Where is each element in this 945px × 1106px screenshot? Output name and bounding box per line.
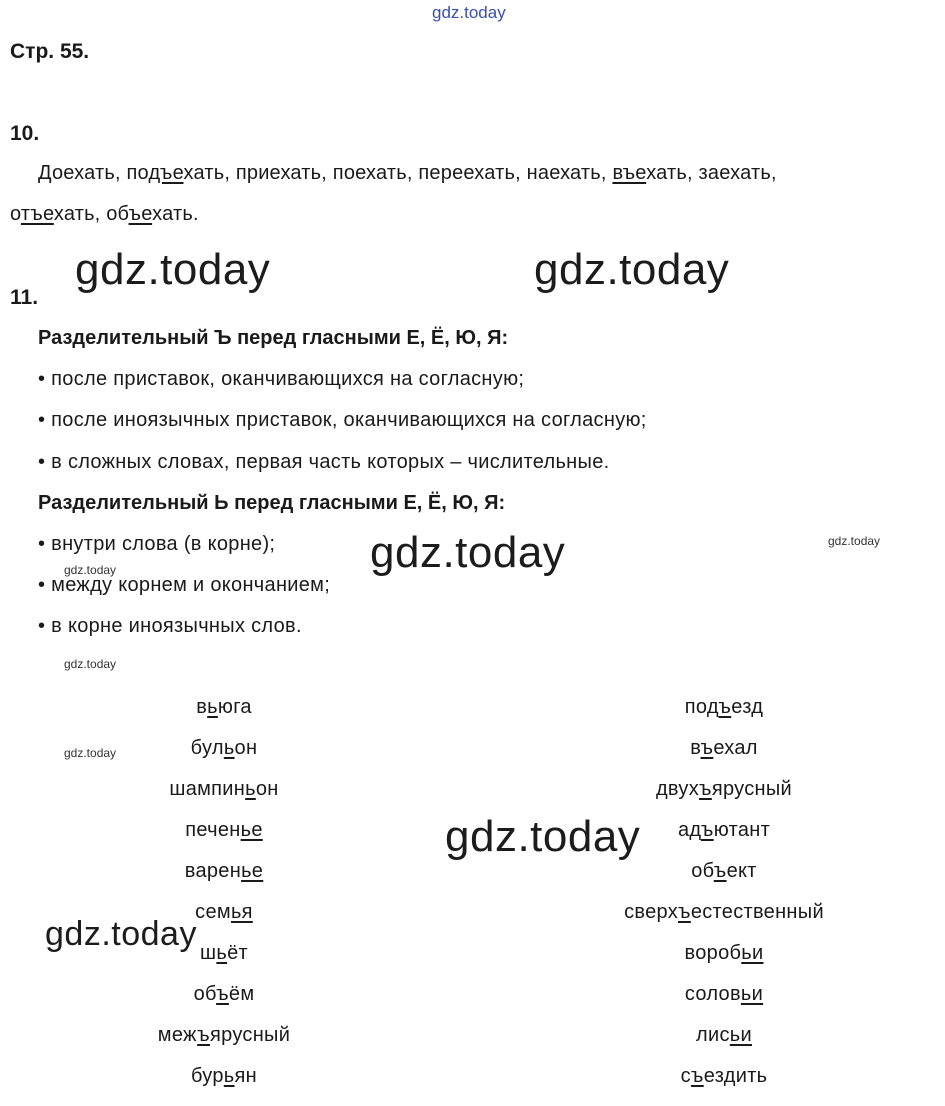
word-item	[74, 687, 374, 728]
word-part: варен	[184, 860, 242, 882]
word-item	[574, 728, 874, 769]
watermark-big-1: gdz.today	[75, 245, 271, 294]
underlined-segment: въе	[612, 162, 647, 184]
word-sign: ьи	[741, 942, 764, 964]
watermark-big-4: gdz.today	[445, 812, 641, 861]
rule-hard-item: • после приставок, оканчивающихся на согласную;	[38, 368, 525, 390]
word-part: в	[690, 737, 701, 759]
word-item	[574, 687, 874, 728]
word-part: лис	[696, 1024, 730, 1046]
rule-soft-item: • в корне иноязычных слов.	[38, 615, 302, 637]
word-part: он	[234, 737, 258, 759]
word-part: ютант	[713, 819, 771, 841]
underlined-segment: тъе	[20, 203, 54, 225]
word-sign: ь	[245, 778, 256, 800]
watermark-small-3: gdz.today	[64, 657, 117, 671]
word-item	[74, 810, 374, 851]
word-item	[74, 728, 374, 769]
word-part: бул	[190, 737, 224, 759]
word-sign: ья	[230, 901, 253, 923]
word-item	[574, 974, 874, 1015]
word-part: двух	[655, 778, 700, 800]
rule-hard-item: • в сложных словах, первая часть которых – числительные.	[38, 451, 610, 473]
page-label: Стр. 55.	[10, 40, 90, 63]
word-part: юга	[217, 696, 252, 718]
word-part: естественный	[690, 901, 824, 923]
word-sign: ъ	[197, 1024, 210, 1046]
word-part: ш	[200, 942, 217, 964]
word-part: ёт	[227, 942, 248, 964]
word-part: с	[680, 1065, 691, 1087]
exercise-11-number: 11.	[10, 286, 39, 309]
word-sign: ь	[223, 737, 235, 759]
word-sign: ъ	[216, 983, 229, 1005]
exercise-10-line-2	[10, 203, 199, 225]
word-sign: ь	[216, 942, 228, 964]
word-item	[74, 1015, 374, 1056]
word-part: сем	[195, 901, 231, 923]
rule-hard-title: Разделительный Ъ перед гласными Е, Ё, Ю, Я:	[38, 327, 509, 349]
word-part: об	[193, 983, 217, 1005]
soft-sign-word-list	[74, 687, 374, 1097]
word-item	[74, 1056, 374, 1097]
word-item	[74, 769, 374, 810]
rule-soft-title: Разделительный Ь перед гласными Е, Ё, Ю, Я:	[38, 492, 506, 514]
word-item	[574, 769, 874, 810]
word-part: вороб	[684, 942, 742, 964]
exercise-10-line-1	[38, 162, 777, 184]
word-item	[74, 974, 374, 1015]
underlined-segment: дъ	[148, 162, 173, 184]
rule-soft-item: • между корнем и окончанием;	[38, 574, 331, 596]
word-sign: ье	[240, 819, 263, 841]
word-part: солов	[684, 983, 741, 1005]
word-sign: ьи	[729, 1024, 752, 1046]
word-part: ярусный	[209, 1024, 291, 1046]
word-sign: ье	[241, 860, 264, 882]
rule-hard-item: • после иноязычных приставок, оканчивающихся на согласную;	[38, 409, 647, 431]
rule-soft-item: • внутри слова (в корне);	[38, 533, 276, 555]
text-segment: хать, приехать, поехать, переехать, наехать,	[183, 162, 613, 184]
word-sign: ъ	[699, 778, 712, 800]
watermark-small-2: gdz.today	[64, 563, 117, 577]
underlined-segment: е	[172, 162, 184, 184]
hard-sign-word-list	[574, 687, 874, 1097]
word-part: ект	[726, 860, 757, 882]
word-part: печен	[185, 819, 241, 841]
text-segment: Доехать, по	[38, 162, 149, 184]
word-item	[574, 892, 874, 933]
word-sign: ь	[223, 1065, 235, 1087]
watermark-small-4: gdz.today	[64, 746, 117, 760]
word-sign: ьи	[740, 983, 764, 1005]
word-part: шампин	[169, 778, 246, 800]
word-sign: ъ	[713, 860, 727, 882]
word-part: ян	[234, 1065, 258, 1087]
text-segment: хать.	[152, 203, 199, 225]
text-segment: хать, об	[53, 203, 129, 225]
exercise-10-text	[10, 153, 938, 235]
word-item	[74, 851, 374, 892]
word-part: езд	[731, 696, 764, 718]
word-sign: ъ	[718, 696, 732, 718]
word-sign: ь	[207, 696, 218, 718]
watermark-top: gdz.today	[432, 3, 506, 22]
exercise-10-number: 10.	[10, 122, 40, 145]
word-part: об	[691, 860, 714, 882]
watermark-big-2: gdz.today	[534, 245, 730, 294]
word-part: сверх	[624, 901, 678, 923]
word-item	[574, 1015, 874, 1056]
word-sign: ъ	[700, 819, 714, 841]
word-part: в	[196, 696, 208, 718]
word-item	[574, 933, 874, 974]
word-item	[574, 1056, 874, 1097]
word-part: под	[684, 696, 719, 718]
word-part: ярусный	[711, 778, 793, 800]
text-segment: о	[10, 203, 21, 225]
word-sign: ъ	[678, 901, 691, 923]
word-sign: ъ	[690, 1065, 704, 1087]
text-segment: хать, заехать,	[646, 162, 777, 184]
word-part: бур	[190, 1065, 224, 1087]
watermark-big-3: gdz.today	[370, 528, 566, 577]
word-part: меж	[157, 1024, 198, 1046]
word-part: он	[255, 778, 279, 800]
watermark-big-5: gdz.today	[45, 915, 197, 953]
word-sign: ъ	[700, 737, 714, 759]
word-part: ём	[228, 983, 255, 1005]
underlined-segment: ъе	[128, 203, 153, 225]
word-part: ад	[677, 819, 701, 841]
word-part: ездить	[703, 1065, 768, 1087]
watermark-small-1: gdz.today	[828, 534, 881, 548]
word-part: ехал	[713, 737, 758, 759]
